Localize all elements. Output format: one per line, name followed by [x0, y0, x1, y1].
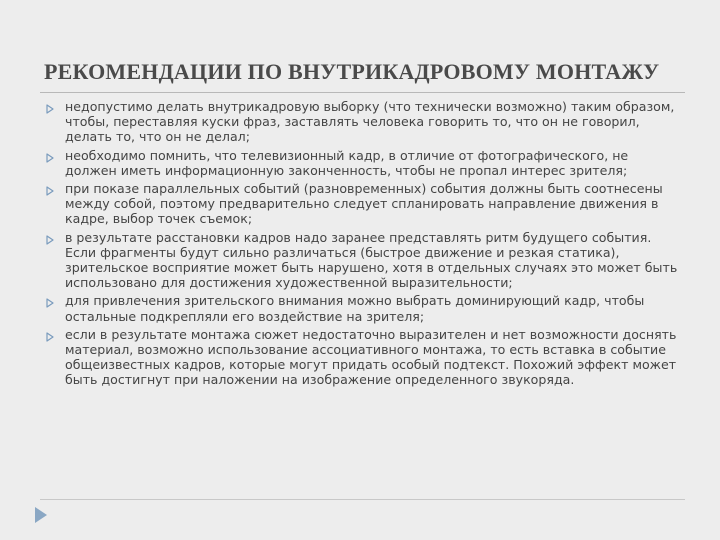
slide-title: РЕКОМЕНДАЦИИ ПО ВНУТРИКАДРОВОМУ МОНТАЖУ — [44, 59, 660, 84]
bullet-item — [40, 327, 680, 388]
bullet-text: в результате расстановки кадров надо заранее представлять ритм будущего события. Если фрагменты будут сильно различаться (быстрое движение и резкая статика), зрительское восприятие может быть нарушено, хотя в отдельных случаях это может быть использовано для достижения художественной выразительности; — [65, 229, 678, 291]
bullet-text: при показе параллельных событий (разновременных) события должны быть соотнесены между собой, поэтому предварительно следует спланировать направление движения в кадре, выбор точек съемок; — [65, 181, 663, 227]
triangle-right-icon — [46, 186, 54, 196]
bullet-item — [40, 148, 680, 178]
bullet-text: если в результате монтажа сюжет недостаточно выразителен и нет возможности доснять материал, возможно использование ассоциативного монтажа, то есть вставка в событие общеизвестных кадров, которые могут придать особый подтекст. Похожий эффект может быть достигнут при наложении на изображение определенного звукоряда. — [65, 326, 677, 388]
bullet-item — [40, 99, 680, 145]
bullet-item — [40, 181, 680, 227]
bullet-text: недопустимо делать внутрикадровую выборку (что технически возможно) таким образом, чтобы, переставляя куски фраз, заставлять человека говорить то, что он не говорил, делать то, что он не делал; — [65, 99, 675, 145]
triangle-right-icon — [46, 104, 54, 114]
bullet-list — [40, 99, 680, 391]
bullet-item — [40, 293, 680, 323]
triangle-right-icon — [46, 235, 54, 245]
title-divider — [40, 92, 685, 93]
triangle-right-icon — [46, 332, 54, 342]
corner-triangle-icon — [34, 506, 48, 524]
triangle-right-icon — [46, 153, 54, 163]
bottom-divider — [40, 499, 685, 500]
bullet-text: необходимо помнить, что телевизионный кадр, в отличие от фотографического, не должен иметь информационную законченность, чтобы не пропал интерес зрителя; — [65, 147, 629, 178]
triangle-right-icon — [46, 298, 54, 308]
bullet-text: для привлечения зрительского внимания можно выбрать доминирующий кадр, чтобы остальные подкрепляли его воздействие на зрителя; — [65, 293, 645, 324]
bullet-item — [40, 230, 680, 291]
